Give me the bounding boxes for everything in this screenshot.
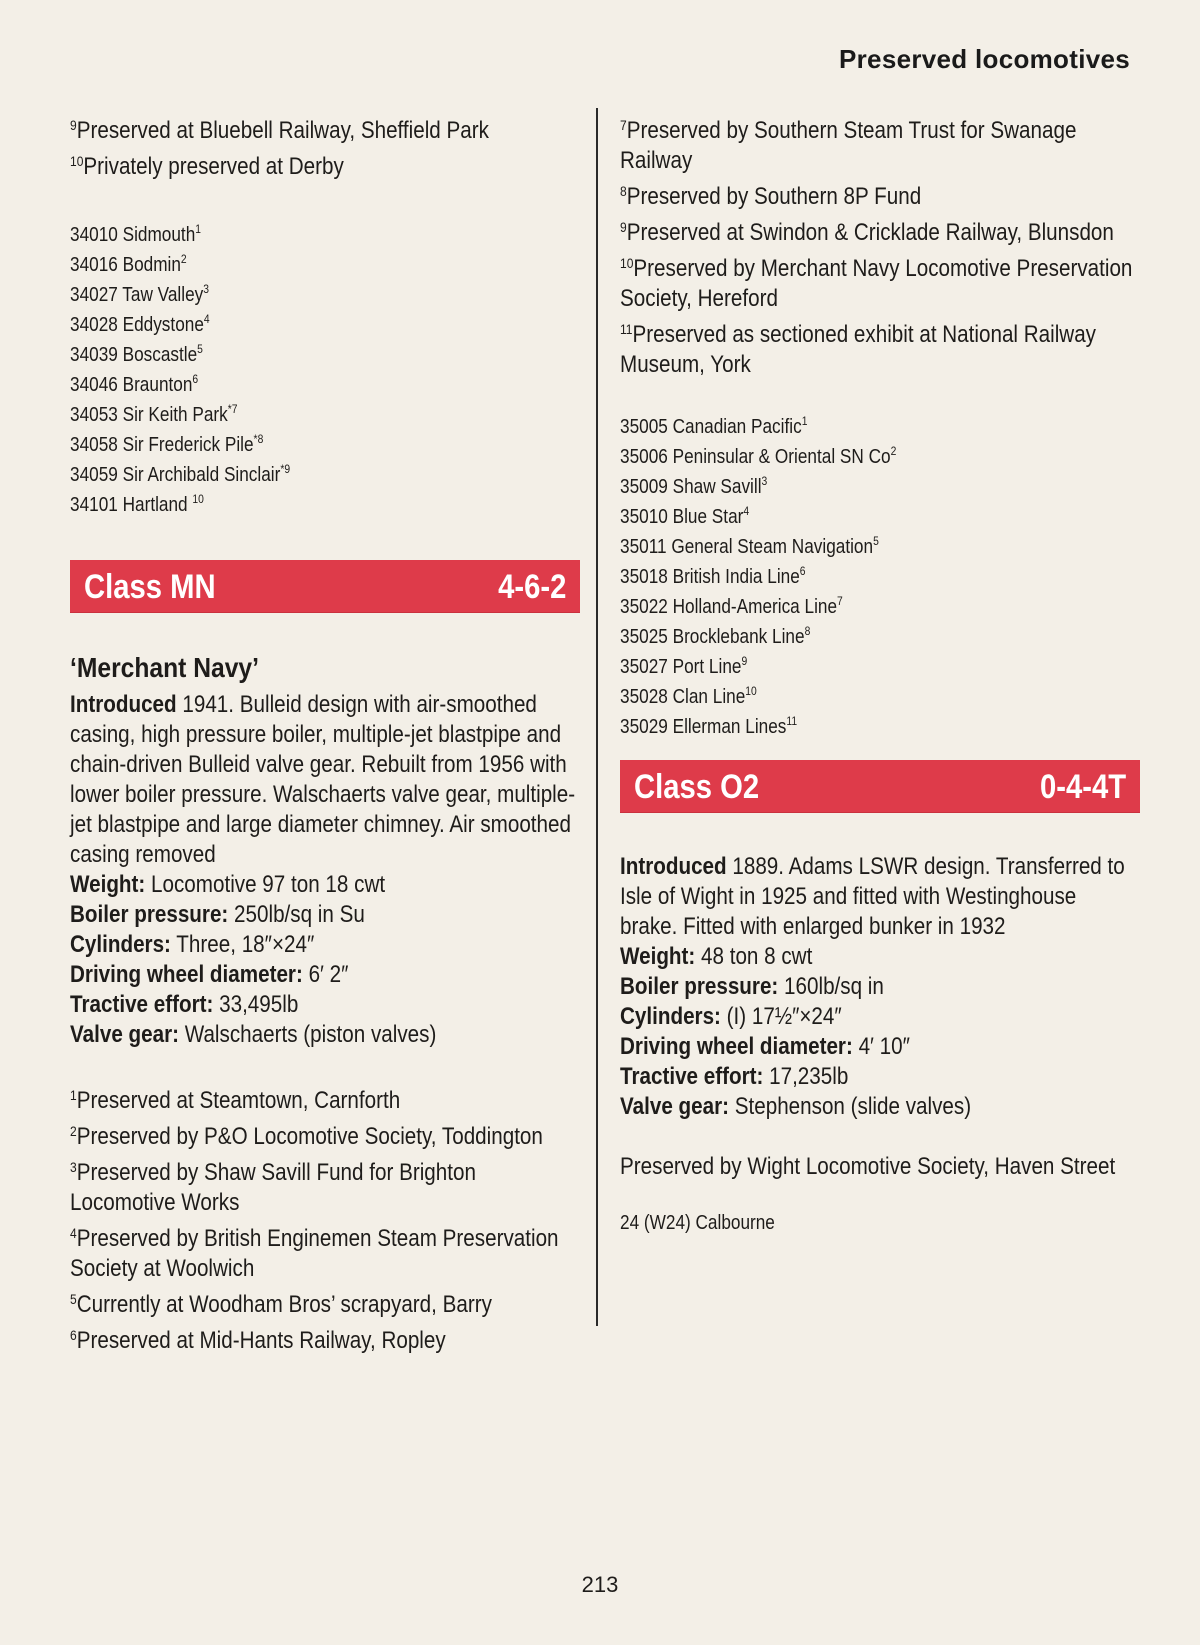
spec-row: Weight: 48 ton 8 cwt — [620, 943, 813, 970]
list-item: 35025 Brocklebank Line$^8$ — [620, 624, 811, 648]
list-item: 34053 Sir Keith Park$^{*7}$ — [70, 402, 238, 426]
loco-list-merchant-navy — [620, 412, 1140, 742]
list-item: 35028 Clan Line$^{10}$ — [620, 684, 757, 708]
loco-list-o2 — [620, 1208, 1140, 1238]
footnote: $^2$Preserved by P&O Locomotive Society, Toddington — [70, 1123, 543, 1150]
list-item: 34028 Eddystone$^4$ — [70, 312, 210, 336]
spec-row: Boiler pressure: 250lb/sq in Su — [70, 901, 365, 928]
list-item: 35027 Port Line$^9$ — [620, 654, 748, 678]
footnote: $^1$Preserved at Steamtown, Carnforth — [70, 1087, 401, 1114]
list-item: 34059 Sir Archibald Sinclair$^{*9}$ — [70, 462, 291, 486]
wheel-arrangement: 0-4-4T — [1039, 768, 1126, 806]
list-item: 34016 Bodmin$^2$ — [70, 252, 187, 276]
class-nickname: ‘Merchant Navy’ — [70, 652, 259, 683]
footnote: $^9$Preserved at Bluebell Railway, Sheffield Park — [70, 117, 489, 144]
list-item: 35029 Ellerman Lines$^{11}$ — [620, 714, 798, 738]
list-item: 35009 Shaw Savill$^3$ — [620, 474, 768, 498]
list-item: 35006 Peninsular & Oriental SN Co$^2$ — [620, 444, 897, 468]
page-number: 213 — [581, 1572, 619, 1597]
footnote: $^{10}$Privately preserved at Derby — [70, 153, 344, 180]
list-item: 34039 Boscastle$^5$ — [70, 342, 203, 366]
class-banner-o2 — [620, 760, 1140, 812]
list-item: 34046 Braunton$^6$ — [70, 372, 199, 396]
spec-row: Valve gear: Walschaerts (piston valves) — [70, 1021, 437, 1048]
running-header: Preserved locomotives — [839, 44, 1130, 74]
list-item: 35018 British India Line$^6$ — [620, 564, 806, 588]
class-banner-mn — [70, 560, 580, 612]
spec-row: Cylinders: Three, 18″×24″ — [70, 931, 315, 958]
spec-row: Valve gear: Stephenson (slide valves) — [620, 1093, 972, 1120]
introduction-paragraph: Introduced 1889. Adams LSWR design. Transferred to Isle of Wight in 1925 and fitted with Westinghouse brake. Fitted with enlarged bunker in 1932 — [620, 853, 1125, 940]
footnote: $^{10}$Preserved by Merchant Navy Locomotive Preservation Society, Hereford — [620, 255, 1133, 312]
spec-row: Weight: Locomotive 97 ton 18 cwt — [70, 871, 386, 898]
spec-row: Driving wheel diameter: 4′ 10″ — [620, 1033, 910, 1060]
spec-row: Cylinders: (I) 17½″×24″ — [620, 1003, 842, 1030]
spec-list-o2 — [620, 942, 1140, 1122]
footnote: $^7$Preserved by Southern Steam Trust for Swanage Railway — [620, 117, 1077, 174]
spec-row: Tractive effort: 33,495lb — [70, 991, 299, 1018]
list-item: 34101 Hartland $^{10}$ — [70, 492, 204, 516]
list-item: 35022 Holland-America Line$^7$ — [620, 594, 843, 618]
footnote: $^5$Currently at Woodham Bros’ scrapyard, Barry — [70, 1291, 492, 1318]
footnote: $^8$Preserved by Southern 8P Fund — [620, 183, 922, 210]
footnote: $^4$Preserved by British Enginemen Steam Preservation Society at Woolwich — [70, 1225, 559, 1282]
right-column — [620, 110, 1140, 1238]
list-item: 34027 Taw Valley$^3$ — [70, 282, 209, 306]
list-item: 35011 General Steam Navigation$^5$ — [620, 534, 879, 558]
footnote: $^3$Preserved by Shaw Savill Fund for Brighton Locomotive Works — [70, 1159, 476, 1216]
footnotes-top-right — [620, 110, 1140, 380]
introduction-paragraph: Introduced 1941. Bulleid design with air-smoothed casing, high pressure boiler, multiple-jet blastpipe and chain-driven Bulleid valve gear. Rebuilt from 1956 with lower boiler pressure. Walschaerts valve gear, multiple-jet blastpipe and large diameter chimney. Air smoothed casing removed — [70, 691, 576, 868]
footnote: $^{11}$Preserved as sectioned exhibit at National Railway Museum, York — [620, 321, 1097, 378]
list-item: 24 (W24) Calbourne — [620, 1212, 775, 1234]
list-item: 34010 Sidmouth$^1$ — [70, 222, 202, 246]
loco-list-west-country — [70, 220, 580, 520]
list-item: 35005 Canadian Pacific$^1$ — [620, 414, 808, 438]
list-item: 35010 Blue Star$^4$ — [620, 504, 750, 528]
preservation-note: Preserved by Wight Locomotive Society, Haven Street — [620, 1153, 1116, 1180]
column-divider — [596, 108, 598, 1326]
footnotes-top-left — [70, 110, 580, 182]
footnotes-bottom-left — [70, 1080, 580, 1356]
spec-row: Driving wheel diameter: 6′ 2″ — [70, 961, 349, 988]
left-column — [70, 110, 580, 1356]
spec-row: Boiler pressure: 160lb/sq in — [620, 973, 884, 1000]
footnote: $^6$Preserved at Mid-Hants Railway, Ropley — [70, 1327, 446, 1354]
spec-row: Tractive effort: 17,235lb — [620, 1063, 849, 1090]
wheel-arrangement: 4-6-2 — [497, 568, 566, 606]
class-name: Class MN — [84, 568, 216, 606]
class-name: Class O2 — [634, 768, 760, 806]
list-item: 34058 Sir Frederick Pile$^{*8}$ — [70, 432, 264, 456]
spec-list-mn — [70, 870, 580, 1050]
footnote: $^9$Preserved at Swindon & Cricklade Railway, Blunsdon — [620, 219, 1114, 246]
